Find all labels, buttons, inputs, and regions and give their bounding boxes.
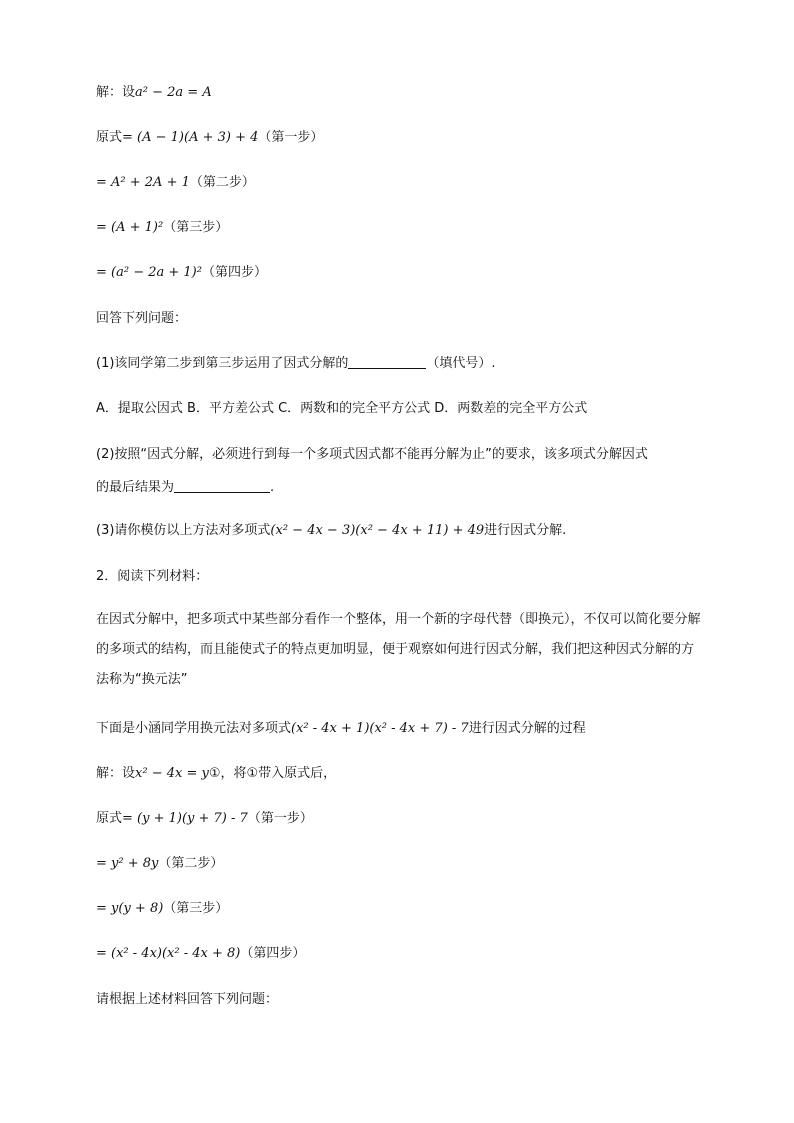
solution-prefix: 解：设 [96,766,136,781]
question-1 [96,353,704,375]
math-expression: x² − 4x = y [135,766,209,781]
solution-suffix: ，将①带入原式后， [220,766,337,781]
solution-prefix: 原式 [96,811,123,826]
step-note: （第二步） [158,856,224,871]
solution-prefix: 原式 [96,130,123,145]
step-note: （第四步） [201,265,267,280]
questions-intro: 回答下列问题： [96,311,188,326]
solution-line-3 [96,172,704,194]
question-2-line-1: (2)按照“因式分解，必须进行到每一个多项式因式都不能再分解为止”的要求，该多项式分解因式 [96,447,648,462]
solution-prefix: 解：设 [96,85,136,100]
intro-text: 下面是小涵同学用换元法对多项式 [96,721,292,736]
circled-number: ① [208,766,221,781]
math-expression: a² − 2a = A [135,85,212,100]
problem-2-solution-3 [96,853,704,875]
problem-2-paragraph: 在因式分解中，把多项式中某些部分看作一个整体，用一个新的字母代替（即换元），不仅可以简化要分解的多项式的结构，而且能使式子的特点更加明显，便于观察如何进行因式分解，我们把这种因式分解的方法称为“换元法” [96,612,701,687]
step-note: （第三步） [163,220,229,235]
solution-line-2 [96,127,704,149]
math-expression: = (a² − 2a + 1)² [96,265,202,280]
problem-2-intro [96,718,704,740]
problem-2-solution-1 [96,763,704,785]
math-expression: (x² - 4x + 1)(x² - 4x + 7) - 7 [291,721,469,736]
answer-blank[interactable] [348,354,426,369]
question-text: (1)该同学第二步到第三步运用了因式分解的 [96,356,349,371]
problem-2-solution-2 [96,808,704,830]
question-suffix: （填代号）. [426,356,496,371]
question-text: 的最后结果为 [96,480,175,495]
problem-2-solution-5 [96,943,704,965]
math-expression: = (A + 1)² [96,220,164,235]
math-expression: = (y + 1)(y + 7) - 7 [122,811,248,826]
solution-line-1 [96,82,704,104]
step-note: （第一步） [258,130,324,145]
math-expression: = (A − 1)(A + 3) + 4 [122,130,259,145]
math-expression: = y(y + 8) [96,901,164,916]
question-2-line-2 [96,477,704,499]
problem-2-ask: 请根据上述材料回答下列问题： [96,992,279,1007]
math-expression: (x² − 4x − 3)(x² − 4x + 11) + 49 [270,523,485,538]
question-suffix: 进行因式分解. [484,523,567,538]
step-note: （第二步） [189,175,255,190]
question-suffix: . [270,480,275,495]
math-expression: = (x² - 4x)(x² - 4x + 8) [96,946,241,961]
problem-2-title: 2．阅读下列材料： [96,569,209,584]
step-note: （第三步） [163,901,229,916]
solution-line-5 [96,262,704,284]
intro-suffix: 进行因式分解的过程 [468,721,586,736]
question-3 [96,520,704,542]
problem-2-solution-4 [96,898,704,920]
math-expression: = A² + 2A + 1 [96,175,190,190]
step-note: （第四步） [240,946,306,961]
question-text: (3)请你模仿以上方法对多项式 [96,523,271,538]
math-expression: = y² + 8y [96,856,159,871]
solution-line-4 [96,217,704,239]
answer-blank[interactable] [174,478,270,493]
answer-options: A．提取公因式 B．平方差公式 C．两数和的完全平方公式 D．两数差的完全平方公式 [96,401,588,416]
step-note: （第一步） [247,811,313,826]
